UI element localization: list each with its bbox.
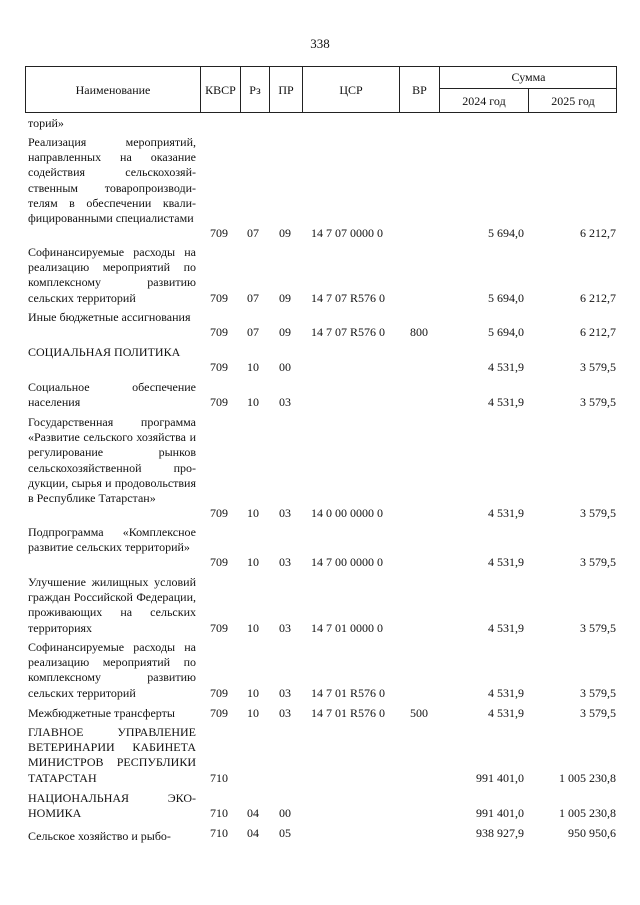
- row-name: Софинансируемые расходы на реализацию мероприятий по комплексному развитию сельских территорий: [28, 245, 196, 305]
- header-pr: ПР: [269, 66, 302, 113]
- cell-vr: 500: [410, 706, 428, 720]
- row-name: ГЛАВНОЕ УПРАВЛЕНИЕ ВЕТЕРИНАРИИ КАБИНЕТА МИНИСТРОВ РЕСПУБЛИКИ ТАТАРСТАН: [28, 725, 196, 785]
- cell-rz: 10: [247, 555, 259, 569]
- header-name: Наименование: [25, 66, 200, 113]
- cell-kvsr: 709: [210, 706, 228, 720]
- cell-sum-2025: 1 005 230,8: [559, 771, 616, 785]
- cell-kvsr: 709: [210, 360, 228, 374]
- cell-sum-2024: 4 531,9: [488, 395, 524, 409]
- cell-sum-2025: 6 212,7: [580, 226, 616, 240]
- row-name: Реализация мероприятий, направленных на оказание содействия сельскохозяйственным товаропроизводителям в обеспечении квалифицированными специалистами: [28, 135, 196, 226]
- cell-sum-2025: 1 005 230,8: [559, 806, 616, 820]
- cell-sum-2024: 5 694,0: [488, 291, 524, 305]
- row-name: НАЦИОНАЛЬНАЯ ЭКОНОМИКА: [28, 791, 196, 821]
- header-kvsr: КВСР: [200, 66, 240, 113]
- cell-pr: 09: [279, 291, 291, 305]
- cell-kvsr: 710: [210, 771, 228, 785]
- cell-kvsr: 709: [210, 686, 228, 700]
- cell-sum-2024: 5 694,0: [488, 226, 524, 240]
- cell-sum-2024: 5 694,0: [488, 325, 524, 339]
- cell-rz: 07: [247, 291, 259, 305]
- cell-sum-2025: 950 950,6: [568, 826, 616, 840]
- cell-sum-2025: 3 579,5: [580, 555, 616, 569]
- cell-pr: 09: [279, 325, 291, 339]
- cell-sum-2024: 4 531,9: [488, 506, 524, 520]
- row-name: Иные бюджетные ассигнования: [28, 310, 191, 324]
- cell-kvsr: 709: [210, 325, 228, 339]
- row-name: Улучшение жилищных условий граждан Российской Федерации, проживающих на сельских территориях: [28, 575, 196, 635]
- cell-sum-2024: 991 401,0: [476, 771, 524, 785]
- cell-pr: 03: [279, 686, 291, 700]
- cell-rz: 04: [247, 806, 259, 820]
- header-vr: ВР: [399, 66, 439, 113]
- header-csr: ЦСР: [302, 66, 399, 113]
- row-name: торий»: [28, 116, 64, 130]
- cell-pr: 09: [279, 226, 291, 240]
- header-sum: Сумма: [439, 66, 617, 88]
- cell-rz: 10: [247, 706, 259, 720]
- cell-sum-2024: 4 531,9: [488, 686, 524, 700]
- cell-kvsr: 709: [210, 506, 228, 520]
- cell-sum-2025: 3 579,5: [580, 621, 616, 635]
- cell-pr: 03: [279, 706, 291, 720]
- cell-sum-2024: 4 531,9: [488, 621, 524, 635]
- cell-sum-2025: 6 212,7: [580, 325, 616, 339]
- cell-sum-2024: 4 531,9: [488, 706, 524, 720]
- cell-sum-2025: 3 579,5: [580, 395, 616, 409]
- cell-sum-2024: 4 531,9: [488, 360, 524, 374]
- row-name: Сельское хозяйство и рыбо-: [28, 829, 171, 843]
- cell-kvsr: 709: [210, 555, 228, 569]
- cell-csr: 14 7 01 R576 0: [311, 686, 386, 700]
- cell-sum-2025: 3 579,5: [580, 706, 616, 720]
- cell-kvsr: 709: [210, 395, 228, 409]
- cell-rz: 10: [247, 395, 259, 409]
- cell-sum-2025: 3 579,5: [580, 506, 616, 520]
- cell-rz: 10: [247, 686, 259, 700]
- cell-pr: 03: [279, 621, 291, 635]
- cell-sum-2024: 4 531,9: [488, 555, 524, 569]
- row-name: СОЦИАЛЬНАЯ ПОЛИТИКА: [28, 345, 181, 359]
- cell-rz: 10: [247, 506, 259, 520]
- cell-kvsr: 710: [210, 826, 228, 840]
- row-name: Государственная программа «Развитие сельского хозяйства и регулирование рынков сельскохозяйственной продукции, сырья и продовольствия в Республике Татарстан»: [28, 415, 196, 506]
- cell-csr: 14 7 07 R576 0: [311, 325, 386, 339]
- cell-sum-2025: 6 212,7: [580, 291, 616, 305]
- cell-pr: 03: [279, 395, 291, 409]
- header-rz: Рз: [240, 66, 269, 113]
- cell-csr: 14 7 07 R576 0: [311, 291, 386, 305]
- row-name: Подпрограмма «Комплексное развитие сельских территорий»: [28, 525, 196, 555]
- cell-pr: 00: [279, 806, 291, 820]
- cell-sum-2024: 991 401,0: [476, 806, 524, 820]
- cell-csr: 14 7 01 R576 0: [311, 706, 386, 720]
- cell-rz: 10: [247, 360, 259, 374]
- cell-csr: 14 7 07 0000 0: [311, 226, 383, 240]
- cell-kvsr: 709: [210, 291, 228, 305]
- cell-rz: 07: [247, 226, 259, 240]
- cell-rz: 07: [247, 325, 259, 339]
- cell-kvsr: 709: [210, 226, 228, 240]
- cell-rz: 04: [247, 826, 259, 840]
- cell-rz: 10: [247, 621, 259, 635]
- page-number: 338: [310, 36, 330, 51]
- cell-kvsr: 710: [210, 806, 228, 820]
- cell-pr: 00: [279, 360, 291, 374]
- cell-sum-2024: 938 927,9: [476, 826, 524, 840]
- cell-csr: 14 7 01 0000 0: [311, 621, 383, 635]
- cell-kvsr: 709: [210, 621, 228, 635]
- cell-csr: 14 0 00 0000 0: [311, 506, 383, 520]
- row-name: Социальное обеспечение населения: [28, 380, 196, 410]
- cell-pr: 03: [279, 506, 291, 520]
- cell-pr: 05: [279, 826, 291, 840]
- cell-csr: 14 7 00 0000 0: [311, 555, 383, 569]
- header-year-2025: 2025 год: [528, 88, 617, 113]
- header-year-2024: 2024 год: [439, 88, 528, 113]
- row-name: Межбюджетные трансферты: [28, 706, 175, 720]
- cell-vr: 800: [410, 325, 428, 339]
- cell-sum-2025: 3 579,5: [580, 686, 616, 700]
- cell-pr: 03: [279, 555, 291, 569]
- cell-sum-2025: 3 579,5: [580, 360, 616, 374]
- row-name: Софинансируемые расходы на реализацию мероприятий по комплексному развитию сельских территорий: [28, 640, 196, 700]
